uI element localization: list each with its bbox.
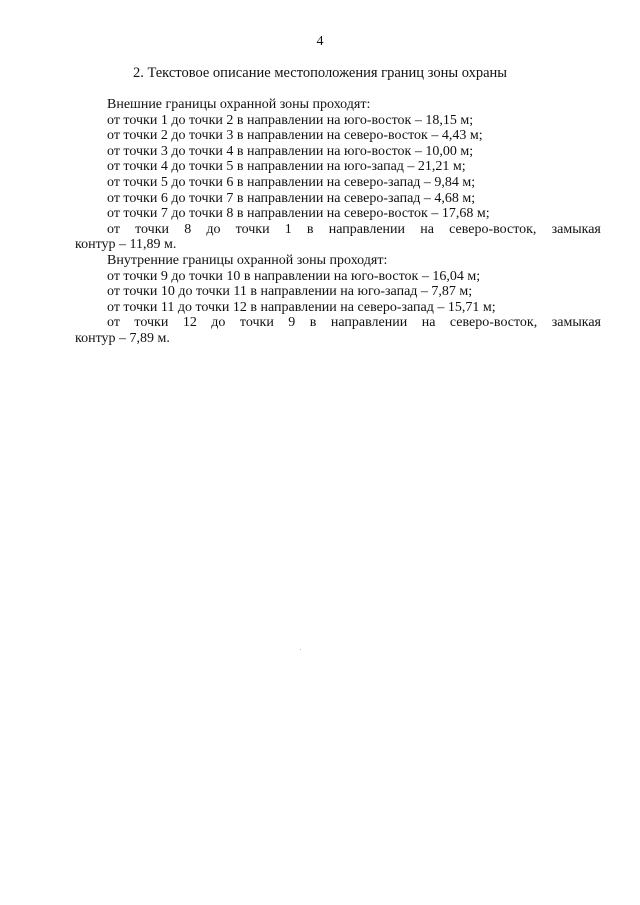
closing-word: на <box>420 221 434 237</box>
scan-speck <box>300 649 301 650</box>
closing-word: точки <box>135 221 170 237</box>
section-heading: 2. Текстовое описание местоположения границ зоны охраны <box>132 65 508 81</box>
outer-boundaries-block <box>75 97 601 253</box>
closing-word: на <box>421 315 436 331</box>
closing-word: замыкая <box>551 315 601 331</box>
inner-boundaries-intro: Внутренние границы охранной зоны проходят: <box>107 252 388 268</box>
inner-boundary-line: от точки 11 до точки 12 в направлении на северо-запад – 15,71 м; <box>107 299 496 315</box>
closing-word: северо-восток, <box>449 315 538 331</box>
closing-word: до <box>206 221 221 237</box>
page-number: 4 <box>316 34 324 49</box>
inner-boundary-line: от точки 10 до точки 11 в направлении на юго-запад – 7,87 м; <box>107 284 473 300</box>
closing-word: точки <box>239 315 274 331</box>
closing-word: от <box>107 221 120 237</box>
closing-word: 9 <box>288 315 296 331</box>
closing-word: в <box>306 221 314 237</box>
inner-closing-line <box>75 315 601 331</box>
closing-word: направлении <box>330 315 408 331</box>
outer-closing-line <box>75 222 601 238</box>
outer-boundary-line: от точки 7 до точки 8 в направлении на северо-восток – 17,68 м; <box>107 206 490 222</box>
outer-boundary-line: от точки 2 до точки 3 в направлении на северо-восток – 4,43 м; <box>107 128 483 144</box>
outer-boundary-line: от точки 1 до точки 2 в направлении на юго-восток – 18,15 м; <box>107 112 474 128</box>
closing-word: направлении <box>328 221 406 237</box>
outer-boundary-line: от точки 6 до точки 7 в направлении на северо-запад – 4,68 м; <box>107 190 476 206</box>
outer-boundaries-intro: Внешние границы охранной зоны проходят: <box>107 97 371 112</box>
closing-word: 1 <box>284 221 292 237</box>
closing-word: северо-восток, <box>449 221 537 237</box>
closing-word: в <box>309 315 317 331</box>
inner-boundaries-block <box>75 253 601 347</box>
closing-word: замыкая <box>551 221 601 237</box>
outer-boundary-line: от точки 4 до точки 5 в направлении на юго-запад – 21,21 м; <box>107 159 466 175</box>
closing-word: до <box>211 315 226 331</box>
closing-word: точки <box>134 315 169 331</box>
closing-word: точки <box>235 221 270 237</box>
outer-boundary-line: от точки 5 до точки 6 в направлении на северо-запад – 9,84 м; <box>107 174 476 190</box>
closing-word: 12 <box>182 315 197 331</box>
inner-boundary-line: от точки 9 до точки 10 в направлении на юго-восток – 16,04 м; <box>107 268 481 284</box>
closing-word: от <box>107 315 120 331</box>
inner-closing-end: контур – 7,89 м. <box>75 330 170 346</box>
outer-closing-end: контур – 11,89 м. <box>75 237 177 253</box>
outer-boundary-line: от точки 3 до точки 4 в направлении на юго-восток – 10,00 м; <box>107 143 474 159</box>
closing-word: 8 <box>184 221 192 237</box>
boundary-description <box>75 97 601 347</box>
